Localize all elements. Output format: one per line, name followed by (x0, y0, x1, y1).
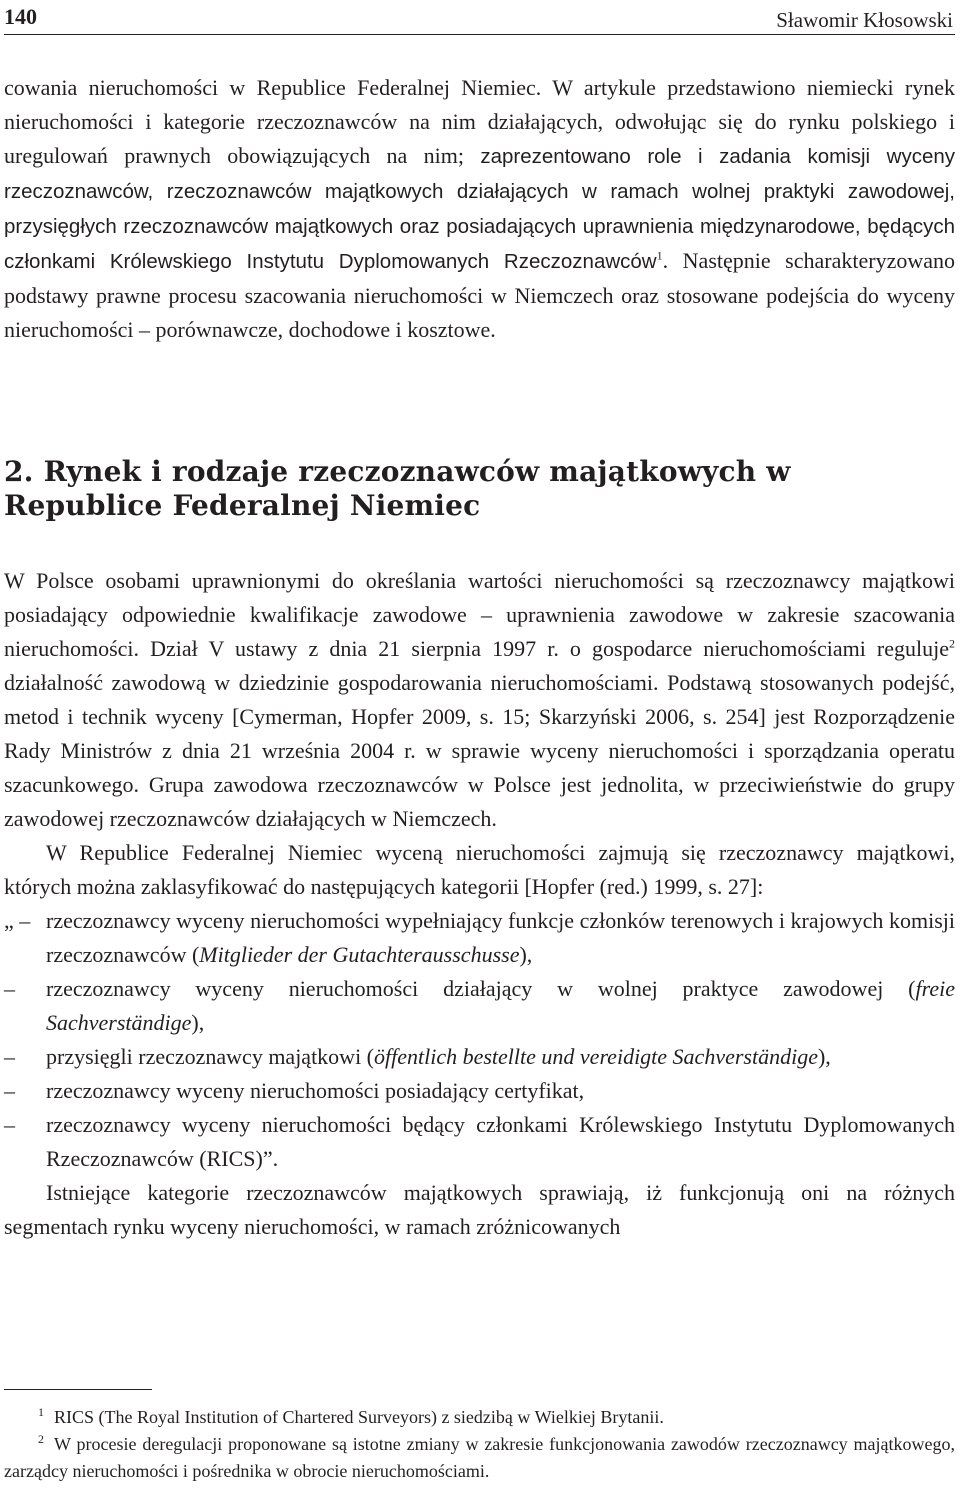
list-item-foreign-term: freie Sachverständige (46, 976, 955, 1035)
list-dash: – (4, 976, 15, 1001)
footnote-number: 2 (38, 1432, 44, 1446)
footnote-number: 1 (38, 1405, 44, 1419)
footnote-1 (4, 1404, 955, 1431)
paragraph-1-text-b: działalność zawodową w dziedzinie gospodarowania nieruchomościami. Podstawą stosowanych podejść, metod i technik wyceny [Cymerman, Hopfer 2009, s. 15; Skarzyński 2006, s. 254] jest Rozporządzenie Rady Ministrów z dnia 21 września 2004 r. w sprawie wyceny nieruchomości i sporządzania operatu szacunkowego. Grupa zawodowa rzeczoznawców w Polsce jest jednolita, w przeciwieństwie do grupy zawodowej rzeczoznawców działających w Niemczech. (4, 670, 955, 831)
footnote-ref-2[interactable]: 2 (949, 636, 955, 651)
list-item (4, 904, 955, 972)
footnote-ref-1[interactable]: 1 (656, 248, 663, 263)
list-dash: – (4, 1078, 15, 1103)
category-list (4, 904, 955, 1176)
list-item-after: ), (519, 942, 533, 967)
list-item-foreign-term: öffentlich bestellte und vereidigte Sachverständige (374, 1044, 818, 1069)
list-item-after: ), (191, 1010, 205, 1035)
list-item-text: rzeczoznawcy wyceny nieruchomości działający w wolnej praktyce zawodowej ( (46, 976, 916, 1001)
paragraph-1-text-a: W Polsce osobami uprawnionymi do określania wartości nieruchomości są rzeczoznawcy majątkowi posiadający odpowiednie kwalifikacje zawodowe – uprawnienia zawodowe w zakresie szacowania nieruchomości. Dział V ustawy z dnia 21 sierpnia 1997 r. o gospodarce nieruchomościami reguluje (4, 568, 955, 661)
list-item-foreign-term: Mitglieder der Gutachterausschusse (199, 942, 520, 967)
page (4, 0, 955, 1492)
list-dash: „ – (4, 908, 31, 933)
footnote-2 (4, 1431, 955, 1485)
list-item-after: ), (817, 1044, 831, 1069)
list-dash: – (4, 1112, 15, 1137)
list-item (4, 1074, 955, 1108)
list-item (4, 972, 955, 1040)
list-item-text: rzeczoznawcy wyceny nieruchomości będący członkami Królewskiego Instytutu Dyplomowanych Rzeczoznawców (RICS)”. (46, 1112, 955, 1171)
paragraph-3: Istniejące kategorie rzeczoznawców majątkowych sprawiają, iż funkcjonują oni na różnych segmentach rynku wyceny nieruchomości, w ramach zróżnicowanych (4, 1180, 955, 1239)
list-item (4, 1108, 955, 1176)
footnote-text: W procesie deregulacji proponowane są istotne zmiany w zakresie funkcjonowania zawodów rzeczoznawcy majątkowego, zarządcy nieruchomości i pośrednika w obrocie nieruchomościami. (4, 1434, 955, 1481)
paragraph-1 (4, 564, 955, 836)
intro-paragraph (4, 71, 955, 347)
footnote-rule (4, 1389, 152, 1390)
list-item-text: rzeczoznawcy wyceny nieruchomości wypełniający funkcje członków terenowych i krajowych komisji rzeczoznawców ( (46, 908, 955, 967)
section-heading: 2. Rynek i rodzaje rzeczoznawców majątkowych w Republice Federalnej Niemiec (4, 455, 791, 522)
list-item-text: przysięgli rzeczoznawcy majątkowi ( (46, 1044, 375, 1069)
list-item (4, 1040, 955, 1074)
intro-text-part1: cowania nieruchomości w Republice Federalnej Niemiec. W artykule przedstawiono niemiecki rynek nieruchomości i kategorie rzeczoznawców na nim działających, odwołując się do rynku polskiego i uregulowań prawnych obowiązujących na nim; (4, 75, 955, 168)
intro-text-part3: . Następnie scharakteryzowano podstawy prawne procesu szacowania nieruchomości w Niemczech oraz stosowane podejścia do wyceny nieruchomości – porównawcze, dochodowe i kosztowe. (4, 248, 955, 342)
section-body (4, 564, 955, 1244)
paragraph-2: W Republice Federalnej Niemiec wyceną nieruchomości zajmują się rzeczoznawcy majątkowi, których można zaklasyfikować do następujących kategorii [Hopfer (red.) 1999, s. 27]: (4, 840, 955, 899)
intro-text-part2: zaprezentowano role i zadania komisji wyceny rzeczoznawców, rzeczoznawców majątkowych działających w ramach wolnej praktyki zawodowej, przysięgłych rzeczoznawców majątkowych oraz posiadających uprawnienia międzynarodowe, będących członkami Królewskiego Instytutu Dyplomowanych Rzeczoznawców (4, 145, 955, 273)
running-head (4, 4, 955, 35)
page-number: 140 (4, 4, 37, 29)
list-dash: – (4, 1044, 15, 1069)
running-head-author: Sławomir Kłosowski (776, 8, 953, 32)
list-item-text: rzeczoznawcy wyceny nieruchomości posiadający certyfikat, (46, 1078, 585, 1103)
footnote-text: RICS (The Royal Institution of Chartered Surveyors) z siedzibą w Wielkiej Brytanii. (54, 1407, 664, 1427)
footnotes (4, 1404, 955, 1485)
